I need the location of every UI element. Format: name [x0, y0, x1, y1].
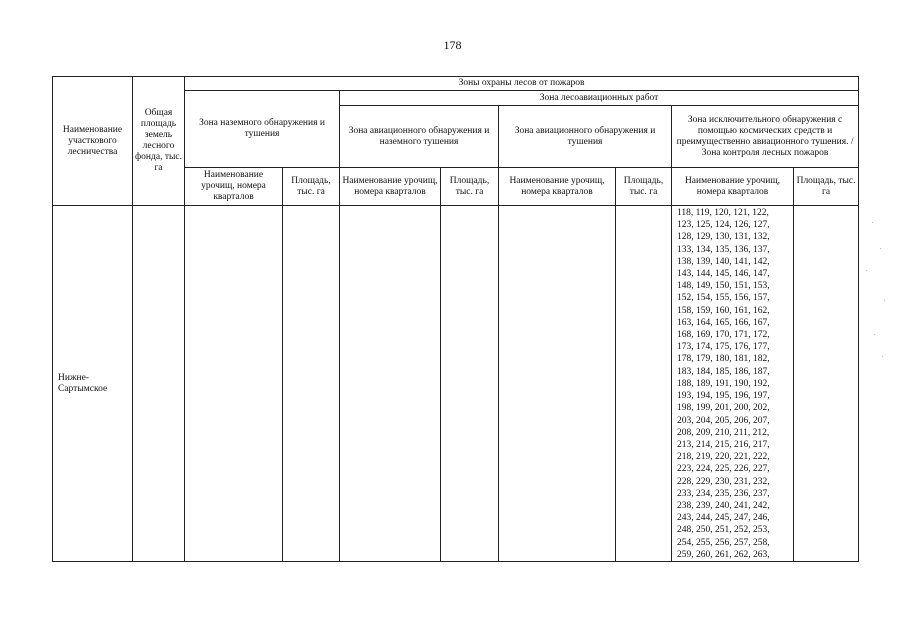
- block-numbers-line: 233, 234, 235, 236, 237,: [677, 488, 770, 499]
- col-area-header: Общая площадь земель лесного фонда, тыс. га: [133, 77, 185, 206]
- sub-name-header: Наименование урочищ, номера кварталов: [340, 168, 441, 206]
- block-numbers-line: 128, 129, 130, 131, 132,: [677, 232, 770, 243]
- block-numbers-line: 193, 194, 195, 196, 197,: [677, 391, 770, 402]
- block-numbers-line: 259, 260, 261, 262, 263,: [677, 549, 770, 560]
- block-numbers-line: 148, 149, 150, 151, 153,: [677, 281, 770, 292]
- block-numbers-line: 218, 219, 220, 221, 222,: [677, 452, 770, 463]
- scan-speck: [872, 222, 873, 223]
- block-numbers-line: 118, 119, 120, 121, 122,: [677, 208, 769, 219]
- block-numbers-line: 173, 174, 175, 176, 177,: [677, 342, 770, 353]
- empty-cell: [794, 206, 859, 562]
- sub-area-header: Площадь, тыс. га: [616, 168, 672, 206]
- sub-name-header: Наименование урочищ, номера кварталов: [185, 168, 283, 206]
- scan-speck: [882, 356, 883, 357]
- block-numbers-line: 228, 229, 230, 231, 232,: [677, 476, 770, 487]
- block-numbers-line: 183, 184, 185, 186, 187,: [677, 366, 770, 377]
- block-numbers-line: 188, 189, 191, 190, 192,: [677, 378, 770, 389]
- block-numbers-line: 208, 209, 210, 211, 212,: [677, 427, 770, 438]
- block-numbers-line: 248, 250, 251, 252, 253,: [677, 525, 770, 536]
- table-row: [53, 206, 859, 562]
- block-numbers-line: 138, 139, 140, 141, 142,: [677, 256, 770, 267]
- block-numbers-line: 238, 239, 240, 241, 242,: [677, 500, 770, 511]
- empty-cell: [499, 206, 616, 562]
- empty-cell: [616, 206, 672, 562]
- scan-speck: [880, 248, 881, 249]
- block-numbers-line: 143, 144, 145, 146, 147,: [677, 269, 770, 280]
- scan-speck: [866, 270, 867, 271]
- sub-area-header: Площадь, тыс. га: [283, 168, 340, 206]
- block-numbers-line: 213, 214, 215, 216, 217,: [677, 439, 770, 450]
- block-numbers-line: 163, 164, 165, 166, 167,: [677, 317, 770, 328]
- block-numbers-line: 152, 154, 155, 156, 157,: [677, 293, 770, 304]
- block-numbers-line: 133, 134, 135, 136, 137,: [677, 244, 770, 255]
- sub-area-header: Площадь, тыс. га: [441, 168, 499, 206]
- block-numbers-line: 243, 244, 245, 247, 246,: [677, 513, 770, 524]
- block-numbers-line: 254, 255, 256, 257, 258,: [677, 537, 770, 548]
- forestry-name-cell: Нижне-Сартымское: [53, 206, 133, 562]
- aviation-group-header: Зона лесоавиационных работ: [340, 91, 859, 106]
- block-numbers-line: 168, 169, 170, 171, 172,: [677, 330, 770, 341]
- block-numbers-line: 198, 199, 201, 200, 202,: [677, 403, 770, 414]
- block-numbers-line: 158, 159, 160, 161, 162,: [677, 305, 770, 316]
- zone-header: Зона авиационного обнаружения и наземного тушения: [340, 106, 499, 168]
- block-numbers-cell: [672, 206, 794, 562]
- col-name-header: Наименование участкового лесничества: [53, 77, 133, 206]
- zone-header: Зона авиационного обнаружения и тушения: [499, 106, 672, 168]
- block-numbers-line: 203, 204, 205, 206, 207,: [677, 415, 770, 426]
- page-number: 178: [443, 38, 462, 52]
- zones-group-header: Зоны охраны лесов от пожаров: [185, 77, 859, 91]
- zone-header: Зона исключительного обнаружения с помощью космических средств и преимущественно авиационного тушения. / Зона контроля лесных пожаров: [672, 106, 859, 168]
- empty-cell: [441, 206, 499, 562]
- block-numbers-line: 123, 125, 124, 126, 127,: [677, 220, 770, 231]
- empty-cell: [340, 206, 441, 562]
- zone-header: Зона наземного обнаружения и тушения: [185, 91, 340, 168]
- total-area-cell: [133, 206, 185, 562]
- fire-zones-table: [52, 76, 859, 562]
- block-numbers-line: 223, 224, 225, 226, 227,: [677, 464, 770, 475]
- empty-cell: [283, 206, 340, 562]
- scan-speck: [884, 300, 885, 301]
- empty-cell: [185, 206, 283, 562]
- sub-name-header: Наименование урочищ, номера кварталов: [672, 168, 794, 206]
- scan-speck: [874, 334, 875, 335]
- sub-name-header: Наименование урочищ, номера кварталов: [499, 168, 616, 206]
- block-numbers-line: 178, 179, 180, 181, 182,: [677, 354, 770, 365]
- sub-area-header: Площадь, тыс. га: [794, 168, 859, 206]
